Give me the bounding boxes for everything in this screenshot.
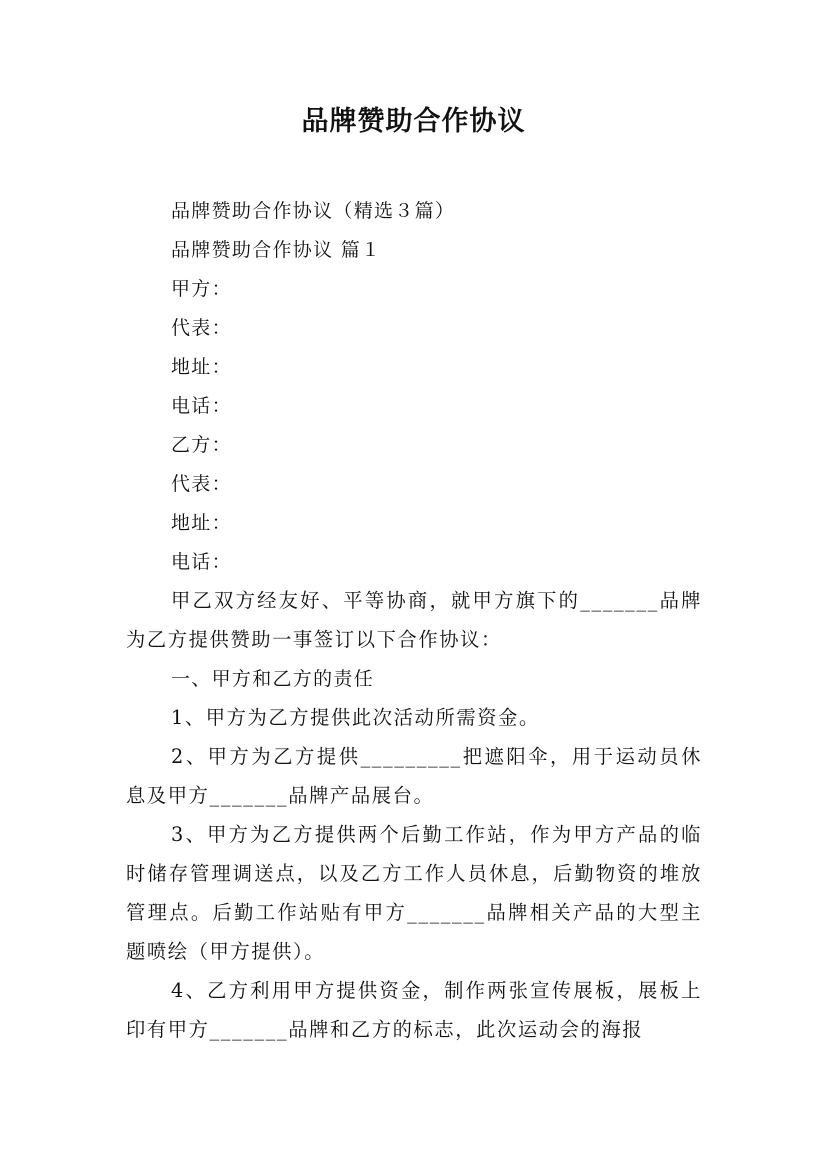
document-title: 品牌赞助合作协议: [301, 106, 526, 137]
party-b-rep: 代表：: [171, 473, 232, 495]
clause-item-2: 2、甲方为乙方提供_________把遮阳伞，用于运动员休息及甲方_______品牌产品展台。: [126, 745, 702, 807]
party-b-phone: 电话：: [171, 551, 232, 573]
clause-1-heading: 一、甲方和乙方的责任: [171, 668, 375, 690]
party-b-label: 乙方：: [171, 434, 232, 456]
party-a-phone: 电话：: [171, 395, 232, 417]
section-heading: 品牌赞助合作协议 篇１: [171, 239, 382, 261]
clause-item-4: 4、乙方利用甲方提供资金，制作两张宣传展板，展板上印有甲方_______品牌和乙方的标志，此次运动会的海报: [126, 979, 702, 1041]
party-a-address: 地址：: [171, 356, 232, 378]
party-b-address: 地址：: [171, 512, 232, 534]
document-subtitle: 品牌赞助合作协议（精选３篇）: [171, 200, 456, 222]
clause-item-1: 1、甲方为乙方提供此次活动所需资金。: [171, 706, 540, 729]
clause-item-3: 3、甲方为乙方提供两个后勤工作站，作为甲方产品的临时储存管理调送点，以及乙方工作人员休息，后勤物资的堆放管理点。后勤工作站贴有甲方_______品牌相关产品的大型主题喷绘（甲方提供）。: [126, 823, 702, 963]
intro-paragraph: 甲乙双方经友好、平等协商，就甲方旗下的_______品牌为乙方提供赞助一事签订以下合作协议：: [126, 589, 702, 651]
party-a-label: 甲方：: [171, 278, 232, 300]
party-a-rep: 代表：: [171, 317, 232, 339]
